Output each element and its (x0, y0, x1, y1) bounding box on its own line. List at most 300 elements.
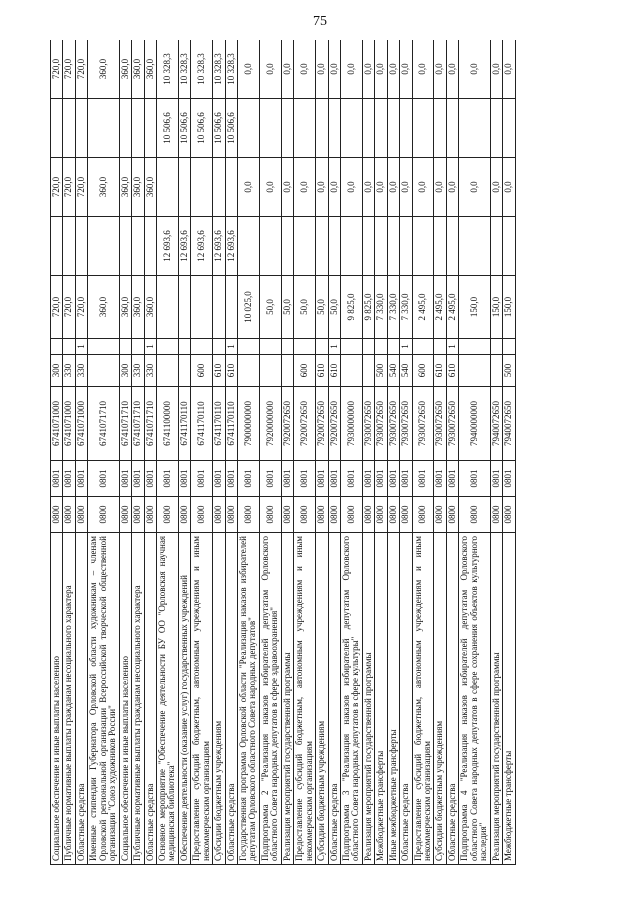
table-row (238, 40, 260, 865)
table-row (446, 40, 458, 865)
target-article-cell: 6741170110 (191, 387, 213, 461)
sum-cell (316, 217, 328, 276)
expense-type-cell (281, 355, 293, 387)
sum-cell: 12 693,6 (213, 217, 225, 276)
section-code-cell: 0800 (412, 497, 434, 533)
target-article-cell: 7940072650 (503, 387, 515, 461)
section-code-cell: 0800 (213, 497, 225, 533)
table-row (459, 40, 490, 865)
row-name-cell: Обеспечение деятельности (оказание услуг) государственных учреждений (178, 533, 190, 865)
sum-cell: 50,0 (294, 276, 316, 339)
rotated-table-container (50, 40, 590, 865)
funding-mark-cell: 1 (400, 339, 412, 355)
sum-cell: 0,0 (446, 40, 458, 99)
section-code-cell: 0800 (75, 497, 87, 533)
expense-type-cell: 330 (144, 355, 156, 387)
section-code-cell: 0800 (375, 497, 387, 533)
sum-cell (400, 217, 412, 276)
expense-type-cell (156, 355, 178, 387)
sum-cell (178, 276, 190, 339)
row-name-cell: Областные средства (225, 533, 237, 865)
row-name-cell: Областные средства (446, 533, 458, 865)
sum-cell (294, 99, 316, 158)
target-article-cell: 7940000000 (459, 387, 490, 461)
funding-mark-cell (281, 339, 293, 355)
sum-cell: 0,0 (340, 158, 362, 217)
sum-cell (412, 99, 434, 158)
sum-cell: 0,0 (412, 158, 434, 217)
sum-cell: 9 825,0 (340, 276, 362, 339)
sum-cell: 360,0 (144, 40, 156, 99)
sum-cell (503, 217, 515, 276)
sum-cell (63, 99, 75, 158)
expense-type-cell (490, 355, 502, 387)
section-code-cell: 0800 (238, 497, 260, 533)
sum-cell: 0,0 (238, 40, 260, 99)
table-row (328, 40, 340, 865)
sum-cell: 360,0 (132, 40, 144, 99)
section-code-cell: 0800 (490, 497, 502, 533)
sum-cell: 720,0 (51, 158, 63, 217)
sum-cell: 360,0 (88, 40, 119, 99)
sum-cell: 0,0 (328, 40, 340, 99)
sum-cell (340, 99, 362, 158)
sum-cell (400, 99, 412, 158)
sum-cell (259, 217, 281, 276)
sum-cell: 0,0 (459, 158, 490, 217)
section-code-cell: 0800 (400, 497, 412, 533)
sum-cell (213, 158, 225, 217)
expense-type-cell (259, 355, 281, 387)
sum-cell: 360,0 (88, 158, 119, 217)
sum-cell (459, 99, 490, 158)
section-code-cell: 0800 (434, 497, 446, 533)
sum-cell (434, 217, 446, 276)
subsection-code-cell: 0801 (178, 461, 190, 497)
sum-cell (191, 276, 213, 339)
sum-cell: 50,0 (328, 276, 340, 339)
sum-cell: 0,0 (294, 40, 316, 99)
target-article-cell: 6741071000 (75, 387, 87, 461)
section-code-cell: 0800 (88, 497, 119, 533)
subsection-code-cell: 0801 (238, 461, 260, 497)
sum-cell (144, 99, 156, 158)
subsection-code-cell: 0801 (362, 461, 374, 497)
section-code-cell: 0800 (63, 497, 75, 533)
section-code-cell: 0800 (144, 497, 156, 533)
sum-cell (490, 217, 502, 276)
funding-mark-cell (156, 339, 178, 355)
row-name-cell: Социальное обеспечение и иные выплаты населению (119, 533, 131, 865)
subsection-code-cell: 0801 (191, 461, 213, 497)
target-article-cell: 6741170110 (225, 387, 237, 461)
sum-cell: 0,0 (490, 158, 502, 217)
target-article-cell: 7930072650 (387, 387, 399, 461)
sum-cell (412, 217, 434, 276)
sum-cell: 0,0 (446, 158, 458, 217)
row-name-cell: Подпрограмма 3 "Реализация наказов избирателей депутатам Орловского областного Совета народных депутатов в сфере культуры" (340, 533, 362, 865)
sum-cell: 0,0 (375, 40, 387, 99)
sum-cell: 7 330,0 (387, 276, 399, 339)
sum-cell: 720,0 (75, 276, 87, 339)
section-code-cell: 0800 (294, 497, 316, 533)
sum-cell (387, 217, 399, 276)
subsection-code-cell: 0801 (294, 461, 316, 497)
subsection-code-cell: 0801 (51, 461, 63, 497)
table-row (119, 40, 131, 865)
target-article-cell: 7940072650 (490, 387, 502, 461)
section-code-cell: 0800 (132, 497, 144, 533)
target-article-cell: 7930072650 (412, 387, 434, 461)
funding-mark-cell (63, 339, 75, 355)
expense-type-cell (362, 355, 374, 387)
expense-type-cell: 610 (434, 355, 446, 387)
sum-cell (156, 158, 178, 217)
sum-cell (144, 217, 156, 276)
table-row (400, 40, 412, 865)
expense-type-cell (238, 355, 260, 387)
target-article-cell: 7900000000 (238, 387, 260, 461)
expense-type-cell: 600 (294, 355, 316, 387)
sum-cell: 0,0 (340, 40, 362, 99)
table-row (434, 40, 446, 865)
funding-mark-cell (191, 339, 213, 355)
funding-mark-cell (178, 339, 190, 355)
sum-cell: 360,0 (119, 158, 131, 217)
sum-cell (490, 99, 502, 158)
sum-cell: 150,0 (490, 276, 502, 339)
sum-cell: 720,0 (63, 40, 75, 99)
sum-cell: 50,0 (259, 276, 281, 339)
table-row (63, 40, 75, 865)
target-article-cell: 7930072650 (400, 387, 412, 461)
expense-type-cell (178, 355, 190, 387)
row-name-cell: Именные стипендии Губернатора Орловской области художникам – членам Орловской региональной организации Всероссийской творческой общественной организации "Союз художников России" (88, 533, 119, 865)
target-article-cell: 6741071000 (63, 387, 75, 461)
expense-type-cell (340, 355, 362, 387)
sum-cell (328, 217, 340, 276)
target-article-cell: 6741170110 (213, 387, 225, 461)
target-article-cell: 7920000000 (259, 387, 281, 461)
sum-cell (375, 99, 387, 158)
table-row (213, 40, 225, 865)
sum-cell: 360,0 (144, 276, 156, 339)
subsection-code-cell: 0801 (119, 461, 131, 497)
section-code-cell: 0800 (119, 497, 131, 533)
funding-mark-cell: 1 (75, 339, 87, 355)
funding-mark-cell (503, 339, 515, 355)
table-row (340, 40, 362, 865)
row-name-cell: Реализация мероприятий государственной программы (490, 533, 502, 865)
sum-cell (156, 276, 178, 339)
sum-cell (375, 217, 387, 276)
sum-cell: 0,0 (490, 40, 502, 99)
subsection-code-cell: 0801 (63, 461, 75, 497)
sum-cell: 0,0 (281, 158, 293, 217)
section-code-cell: 0800 (259, 497, 281, 533)
subsection-code-cell: 0801 (412, 461, 434, 497)
sum-cell: 10 506,6 (156, 99, 178, 158)
row-name-cell: Реализация мероприятий государственной программы (362, 533, 374, 865)
sum-cell: 50,0 (316, 276, 328, 339)
target-article-cell: 7930072650 (375, 387, 387, 461)
sum-cell: 0,0 (259, 158, 281, 217)
row-name-cell: Публичные нормативные выплаты гражданам несоциального характера (63, 533, 75, 865)
funding-mark-cell (213, 339, 225, 355)
sum-cell: 0,0 (400, 40, 412, 99)
row-name-cell: Областные средства (75, 533, 87, 865)
subsection-code-cell: 0801 (259, 461, 281, 497)
sum-cell: 0,0 (259, 40, 281, 99)
row-name-cell: Субсидии бюджетным учреждениям (213, 533, 225, 865)
funding-mark-cell (387, 339, 399, 355)
expense-type-cell: 500 (375, 355, 387, 387)
target-article-cell: 6741071000 (51, 387, 63, 461)
sum-cell: 10 328,3 (191, 40, 213, 99)
target-article-cell: 7920072650 (328, 387, 340, 461)
section-code-cell: 0800 (191, 497, 213, 533)
sum-cell: 10 506,6 (213, 99, 225, 158)
section-code-cell: 0800 (446, 497, 458, 533)
sum-cell: 0,0 (238, 158, 260, 217)
sum-cell: 0,0 (503, 40, 515, 99)
target-article-cell: 7920072650 (316, 387, 328, 461)
expense-type-cell: 610 (213, 355, 225, 387)
sum-cell (225, 158, 237, 217)
table-row (294, 40, 316, 865)
expense-type-cell: 610 (328, 355, 340, 387)
section-code-cell: 0800 (51, 497, 63, 533)
sum-cell (238, 99, 260, 158)
table-row (316, 40, 328, 865)
funding-mark-cell (88, 339, 119, 355)
table-row (412, 40, 434, 865)
expense-type-cell: 330 (63, 355, 75, 387)
funding-mark-cell (132, 339, 144, 355)
table-row (375, 40, 387, 865)
section-code-cell: 0800 (281, 497, 293, 533)
sum-cell (63, 217, 75, 276)
expense-type-cell (459, 355, 490, 387)
table-row (387, 40, 399, 865)
rotated-page (50, 40, 590, 865)
sum-cell (362, 99, 374, 158)
sum-cell (178, 158, 190, 217)
row-name-cell: Предоставление субсидий бюджетным, автономным учреждениям и иным некоммерческим организациям (294, 533, 316, 865)
section-code-cell: 0800 (503, 497, 515, 533)
funding-mark-cell (259, 339, 281, 355)
funding-mark-cell (434, 339, 446, 355)
funding-mark-cell (51, 339, 63, 355)
section-code-cell: 0800 (156, 497, 178, 533)
subsection-code-cell: 0801 (132, 461, 144, 497)
sum-cell: 720,0 (63, 276, 75, 339)
target-article-cell: 6741071710 (132, 387, 144, 461)
sum-cell: 12 693,6 (178, 217, 190, 276)
sum-cell: 0,0 (412, 40, 434, 99)
funding-mark-cell (238, 339, 260, 355)
table-row (88, 40, 119, 865)
page-number: 75 (313, 14, 327, 29)
sum-cell: 0,0 (400, 158, 412, 217)
sum-cell: 10 025,0 (238, 276, 260, 339)
sum-cell (503, 99, 515, 158)
sum-cell: 12 693,6 (191, 217, 213, 276)
sum-cell (238, 217, 260, 276)
row-name-cell: Областные средства (328, 533, 340, 865)
sum-cell: 0,0 (387, 158, 399, 217)
sum-cell: 0,0 (375, 158, 387, 217)
table-row (75, 40, 87, 865)
subsection-code-cell: 0801 (75, 461, 87, 497)
subsection-code-cell: 0801 (387, 461, 399, 497)
sum-cell (75, 217, 87, 276)
row-name-cell: Субсидии бюджетным учреждениям (434, 533, 446, 865)
sum-cell: 720,0 (51, 276, 63, 339)
sum-cell: 0,0 (362, 40, 374, 99)
row-name-cell: Иные межбюджетные трансферты (387, 533, 399, 865)
table-row (225, 40, 237, 865)
subsection-code-cell: 0801 (446, 461, 458, 497)
sum-cell: 7 330,0 (400, 276, 412, 339)
sum-cell: 150,0 (459, 276, 490, 339)
funding-mark-cell (375, 339, 387, 355)
sum-cell (191, 158, 213, 217)
sum-cell: 10 328,3 (156, 40, 178, 99)
target-article-cell: 7930072650 (434, 387, 446, 461)
funding-mark-cell (362, 339, 374, 355)
sum-cell: 0,0 (434, 40, 446, 99)
sum-cell: 0,0 (459, 40, 490, 99)
sum-cell: 360,0 (132, 158, 144, 217)
table-row (156, 40, 178, 865)
row-name-cell: Государственная программа Орловской области "Реализация наказов избирателей депутатам Орловского областного Совета народных депутатов" (238, 533, 260, 865)
subsection-code-cell: 0801 (281, 461, 293, 497)
funding-mark-cell (119, 339, 131, 355)
sum-cell: 720,0 (63, 158, 75, 217)
sum-cell (434, 99, 446, 158)
sum-cell: 2 495,0 (412, 276, 434, 339)
sum-cell (213, 276, 225, 339)
row-name-cell: Публичные нормативные выплаты гражданам несоциального характера (132, 533, 144, 865)
sum-cell: 0,0 (281, 40, 293, 99)
sum-cell (281, 217, 293, 276)
row-name-cell: Межбюджетные трансферты (375, 533, 387, 865)
funding-mark-cell (459, 339, 490, 355)
sum-cell (281, 99, 293, 158)
expense-type-cell: 610 (225, 355, 237, 387)
table-row (191, 40, 213, 865)
sum-cell: 2 495,0 (446, 276, 458, 339)
target-article-cell: 6741071710 (119, 387, 131, 461)
section-code-cell: 0800 (328, 497, 340, 533)
subsection-code-cell: 0801 (225, 461, 237, 497)
sum-cell: 2 495,0 (434, 276, 446, 339)
sum-cell (387, 99, 399, 158)
sum-cell (119, 217, 131, 276)
table-row (259, 40, 281, 865)
sum-cell: 360,0 (88, 276, 119, 339)
sum-cell: 7 330,0 (375, 276, 387, 339)
row-name-cell: Предоставление субсидий бюджетным, автономным учреждениям и иным некоммерческим организациям (191, 533, 213, 865)
sum-cell: 10 506,6 (178, 99, 190, 158)
section-code-cell: 0800 (316, 497, 328, 533)
funding-mark-cell (412, 339, 434, 355)
row-name-cell: Основное мероприятие "Обеспечение деятельности БУ ОО "Орловская научная медицинская библиотека" (156, 533, 178, 865)
sum-cell: 360,0 (119, 40, 131, 99)
funding-mark-cell (316, 339, 328, 355)
target-article-cell: 7920072650 (294, 387, 316, 461)
expense-type-cell: 500 (503, 355, 515, 387)
sum-cell (328, 99, 340, 158)
sum-cell (51, 99, 63, 158)
subsection-code-cell: 0801 (503, 461, 515, 497)
section-code-cell: 0800 (178, 497, 190, 533)
sum-cell (446, 99, 458, 158)
sum-cell (446, 217, 458, 276)
sum-cell: 12 693,6 (225, 217, 237, 276)
target-article-cell: 7920072650 (281, 387, 293, 461)
sum-cell (259, 99, 281, 158)
row-name-cell: Межбюджетные трансферты (503, 533, 515, 865)
table-row (144, 40, 156, 865)
funding-mark-cell: 1 (144, 339, 156, 355)
section-code-cell: 0800 (387, 497, 399, 533)
table-row (490, 40, 502, 865)
subsection-code-cell: 0801 (328, 461, 340, 497)
sum-cell: 0,0 (387, 40, 399, 99)
funding-mark-cell: 1 (446, 339, 458, 355)
sum-cell: 360,0 (132, 276, 144, 339)
expense-type-cell: 330 (132, 355, 144, 387)
table-row (281, 40, 293, 865)
sum-cell (225, 276, 237, 339)
subsection-code-cell: 0801 (316, 461, 328, 497)
sum-cell (459, 217, 490, 276)
sum-cell: 720,0 (75, 40, 87, 99)
sum-cell: 720,0 (51, 40, 63, 99)
sum-cell (75, 99, 87, 158)
subsection-code-cell: 0801 (375, 461, 387, 497)
sum-cell: 12 693,6 (156, 217, 178, 276)
target-article-cell: 7930072650 (446, 387, 458, 461)
sum-cell: 360,0 (119, 276, 131, 339)
expense-type-cell (88, 355, 119, 387)
sum-cell (88, 217, 119, 276)
expense-type-cell: 610 (446, 355, 458, 387)
row-name-cell: Социальное обеспечение и иные выплаты населению (51, 533, 63, 865)
target-article-cell: 7930072650 (362, 387, 374, 461)
section-code-cell: 0800 (362, 497, 374, 533)
sum-cell (294, 217, 316, 276)
row-name-cell: Подпрограмма 2 "Реализация наказов избирателей депутатам Орловского областного Совета народных депутатов в сфере здравоохранения" (259, 533, 281, 865)
sum-cell (88, 99, 119, 158)
funding-mark-cell (490, 339, 502, 355)
table-row (503, 40, 515, 865)
row-name-cell: Подпрограмма 4 "Реализация наказов избирателей депутатам Орловского областного Совета народных депутатов в сфере сохранения объектов культурного наследия" (459, 533, 490, 865)
funding-mark-cell: 1 (328, 339, 340, 355)
budget-table (50, 40, 516, 865)
sum-cell: 0,0 (434, 158, 446, 217)
sum-cell (119, 99, 131, 158)
target-article-cell: 6741170110 (178, 387, 190, 461)
subsection-code-cell: 0801 (340, 461, 362, 497)
sum-cell: 10 328,3 (225, 40, 237, 99)
expense-type-cell: 600 (191, 355, 213, 387)
sum-cell: 0,0 (316, 40, 328, 99)
subsection-code-cell: 0801 (400, 461, 412, 497)
expense-type-cell: 300 (119, 355, 131, 387)
